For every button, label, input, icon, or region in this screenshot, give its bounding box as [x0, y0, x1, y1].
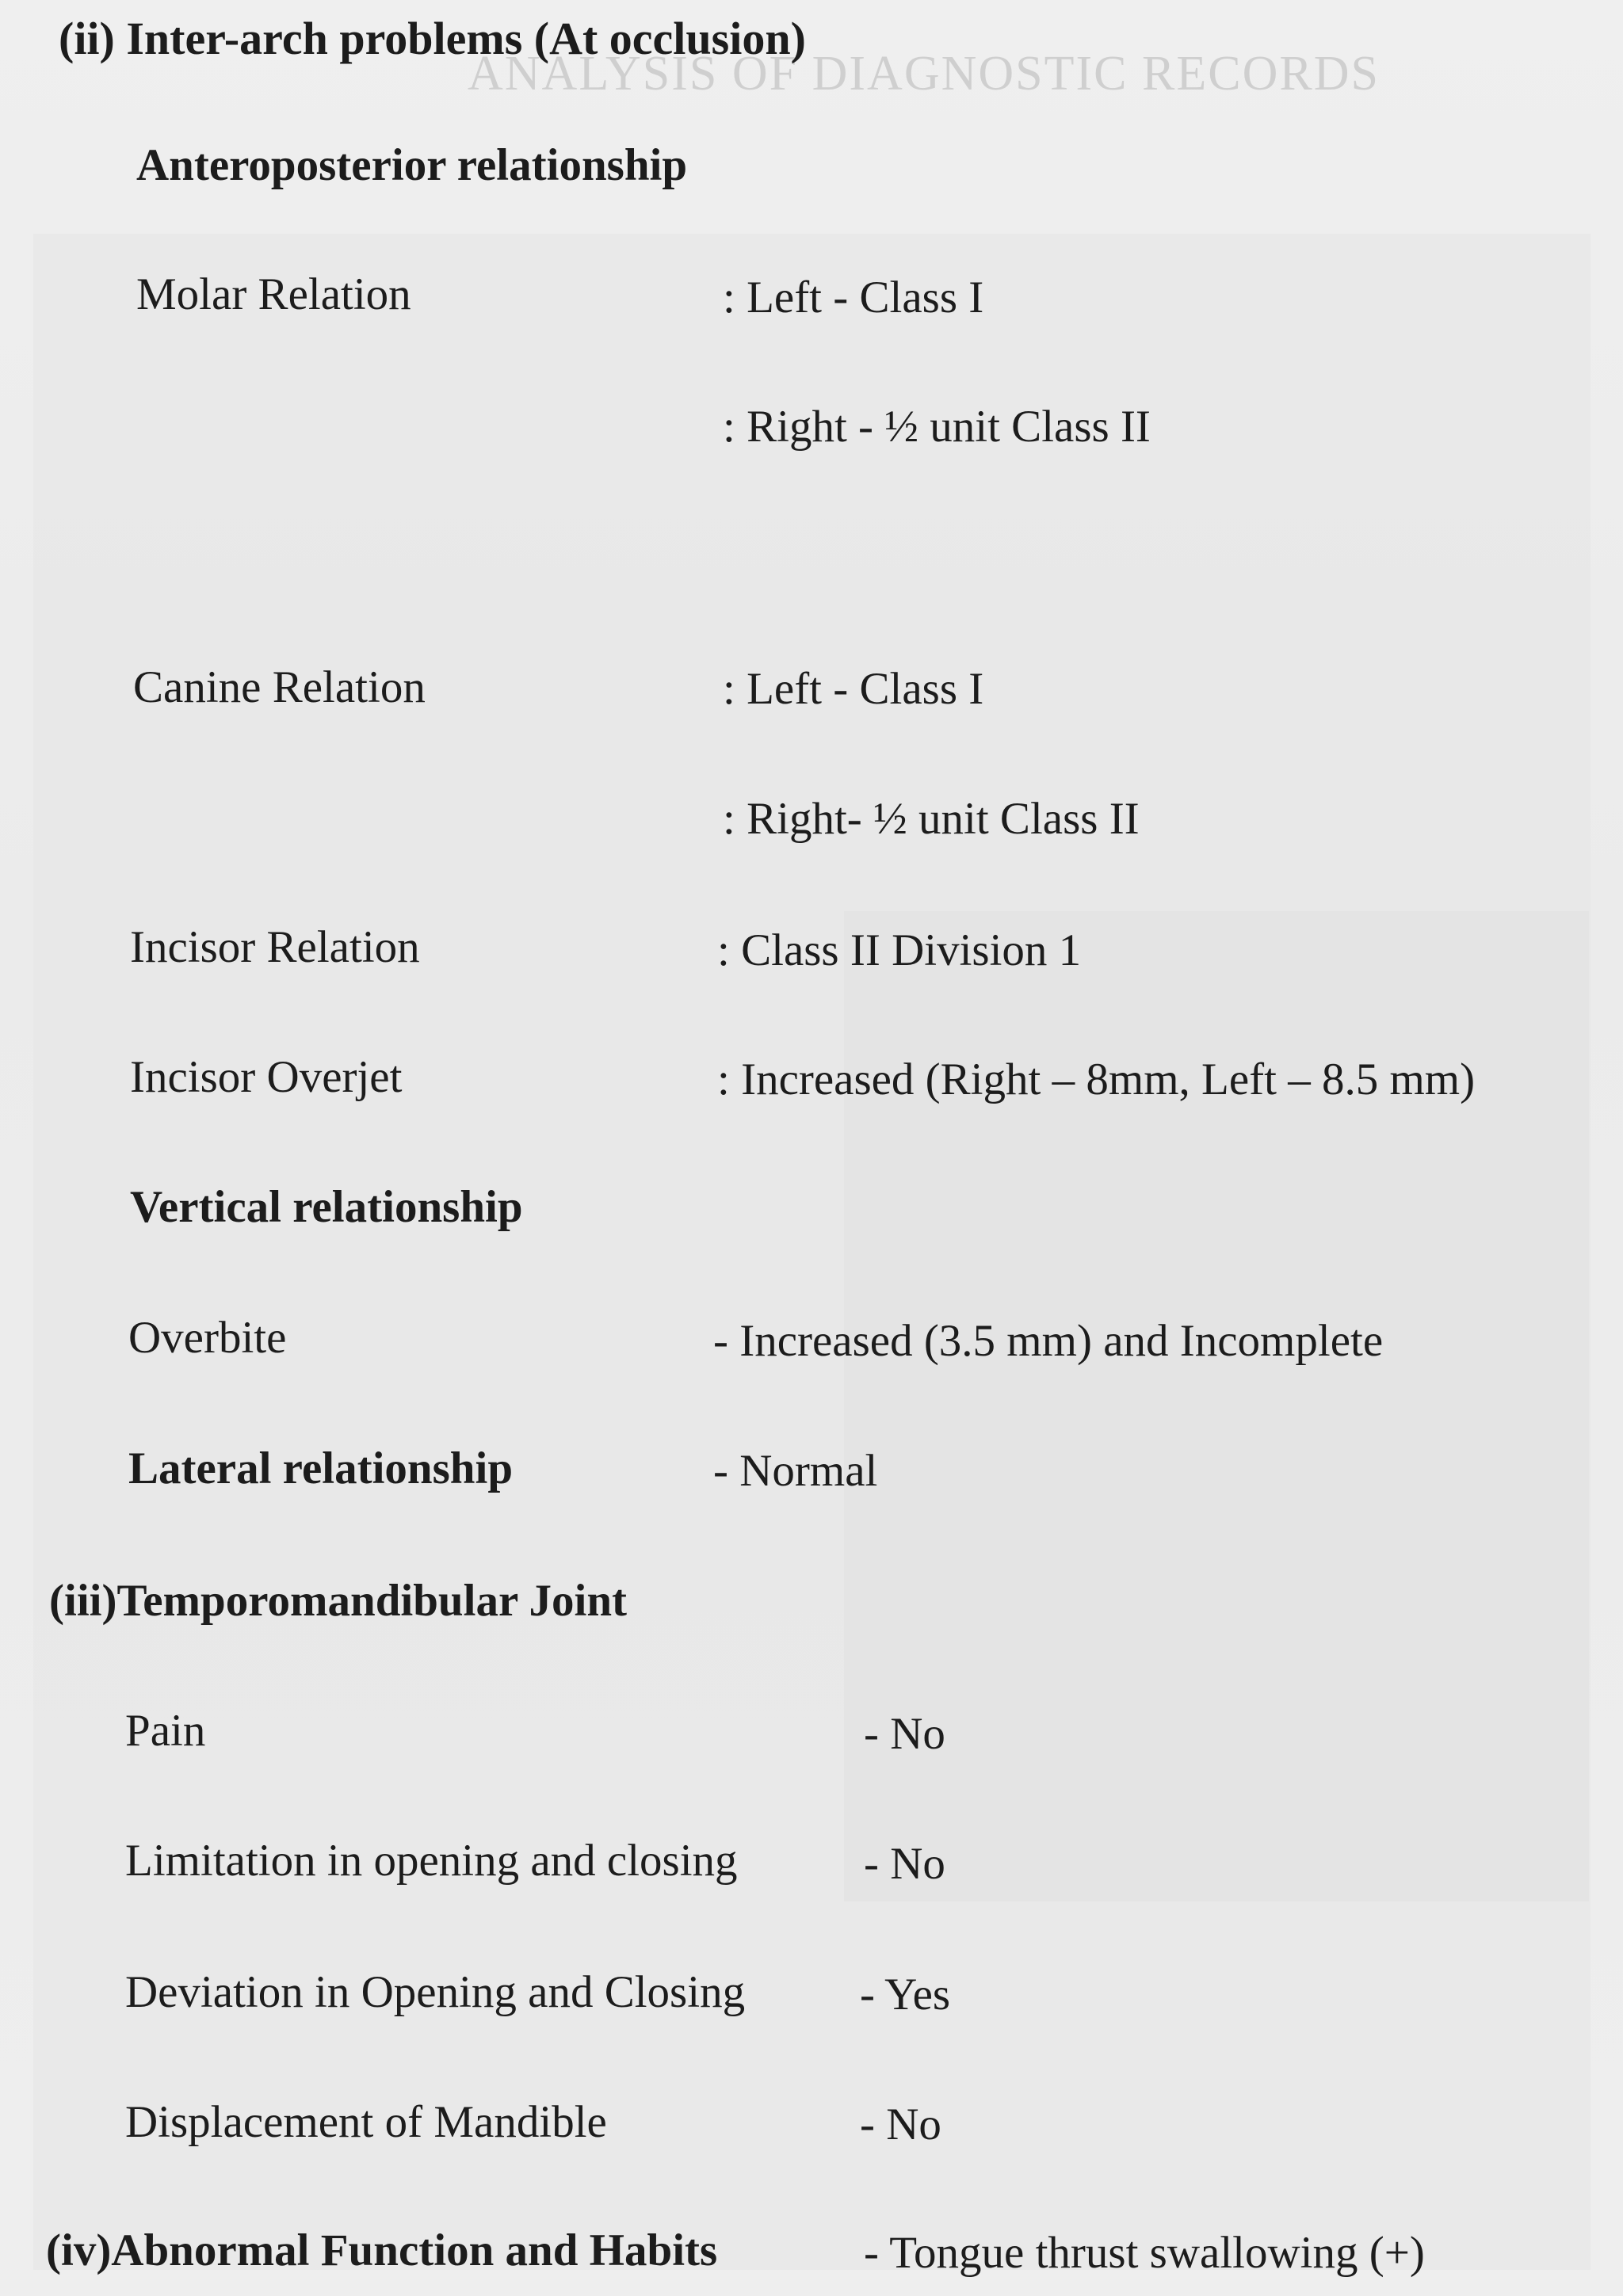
value-tmj-deviation: - Yes: [860, 1970, 951, 2019]
label-incisor-overjet: Incisor Overjet: [130, 1052, 403, 1102]
label-tmj-displacement: Displacement of Mandible: [125, 2097, 607, 2147]
value-molar-right: : Right - ½ unit Class II: [723, 402, 1151, 452]
label-tmj-pain: Pain: [125, 1706, 206, 1756]
subheading-anteroposterior: Anteroposterior relationship: [136, 140, 688, 190]
section-heading-habits: (iv)Abnormal Function and Habits: [46, 2225, 718, 2275]
label-molar-relation: Molar Relation: [136, 269, 411, 319]
label-canine-relation: Canine Relation: [133, 662, 426, 712]
value-overbite: - Increased (3.5 mm) and Incomplete: [713, 1316, 1384, 1366]
value-canine-left: : Left - Class I: [723, 664, 984, 714]
section-heading-inter-arch: (ii) Inter-arch problems (At occlusion): [59, 13, 806, 64]
subheading-vertical: Vertical relationship: [130, 1182, 523, 1232]
value-incisor-overjet: : Increased (Right – 8mm, Left – 8.5 mm): [717, 1055, 1476, 1104]
value-molar-left: : Left - Class I: [723, 273, 984, 322]
label-tmj-deviation: Deviation in Opening and Closing: [125, 1967, 746, 2017]
value-habits: - Tongue thrust swallowing (+): [864, 2228, 1425, 2278]
value-tmj-limitation: - No: [864, 1839, 945, 1889]
value-lateral-relationship: - Normal: [713, 1446, 878, 1496]
section-heading-tmj: (iii)Temporomandibular Joint: [49, 1576, 628, 1626]
label-lateral-relationship: Lateral relationship: [128, 1444, 514, 1493]
value-incisor-relation: : Class II Division 1: [717, 925, 1082, 975]
bleed-through-heading: ANALYSIS OF DIAGNOSTIC RECORDS: [468, 47, 1380, 101]
value-tmj-displacement: - No: [860, 2100, 941, 2149]
label-overbite: Overbite: [128, 1313, 287, 1363]
value-tmj-pain: - No: [864, 1709, 945, 1759]
label-incisor-relation: Incisor Relation: [130, 922, 420, 972]
label-tmj-limitation: Limitation in opening and closing: [125, 1836, 738, 1886]
value-canine-right: : Right- ½ unit Class II: [723, 794, 1140, 844]
